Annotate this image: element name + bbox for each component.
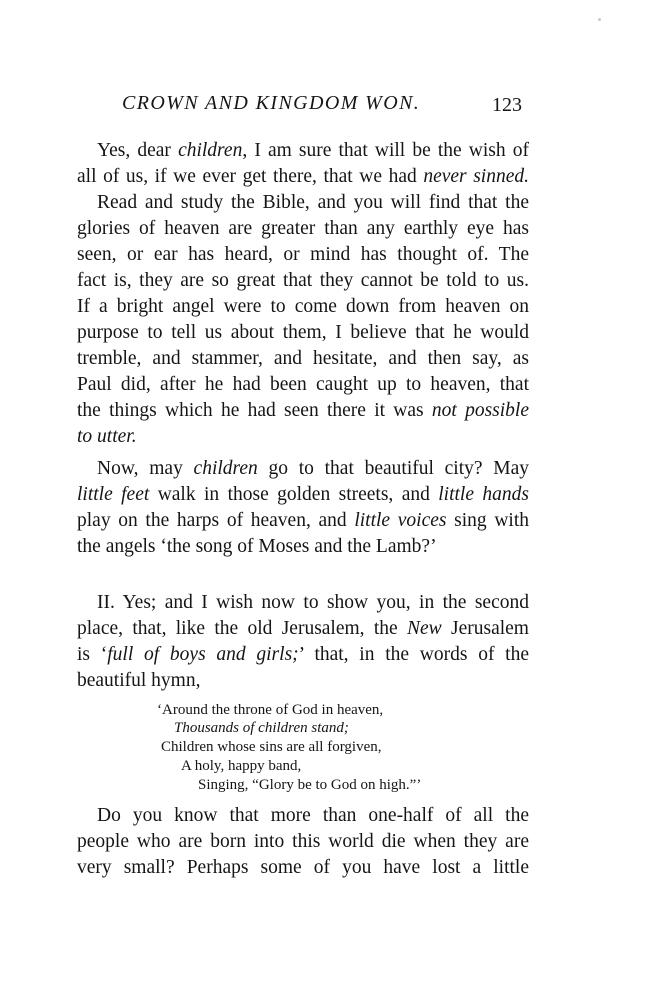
text-line: fact is, they are so great that they cannot be told to us. — [77, 270, 529, 291]
text-line: beautiful hymn, — [77, 670, 201, 691]
text-line: very small? Perhaps some of you have lost a little — [77, 857, 529, 878]
text-line: little feet walk in those golden streets, and little hands — [77, 484, 529, 505]
verse-line: A holy, happy band, — [181, 758, 302, 774]
text-line: all of us, if we ever get there, that we had never sinned. — [77, 166, 529, 187]
text-line: Yes, dear children, I am sure that will be the wish of — [97, 140, 529, 161]
text-line: is ‘full of boys and girls;’ that, in the words of the — [77, 644, 530, 665]
page-header — [122, 92, 522, 122]
text-line: people who are born into this world die when they are — [77, 831, 529, 852]
verse-line: ‘Around the throne of God in heaven, — [157, 702, 384, 718]
text-line: glories of heaven are greater than any earthly eye has — [77, 218, 529, 239]
text-line: place, that, like the old Jerusalem, the New Jerusalem — [77, 618, 529, 639]
page-number: 123 — [492, 94, 522, 116]
text-line: If a bright angel were to come down from heaven on — [77, 296, 529, 317]
text-line: seen, or ear has heard, or mind has thought of. The — [77, 244, 529, 265]
verse-line: Thousands of children stand; — [174, 720, 349, 736]
text-line: Paul did, after he had been caught up to heaven, that — [77, 374, 529, 395]
running-title: CROWN AND KINGDOM WON. — [122, 92, 421, 114]
verse-line: Children whose sins are all forgiven, — [161, 739, 382, 755]
text-line: tremble, and stammer, and hesitate, and then say, as — [77, 348, 529, 369]
text-line: purpose to tell us about them, I believe that he would — [77, 322, 529, 343]
text-line: the things which he had seen there it was not possible — [77, 400, 529, 421]
page-speck-mark — [598, 18, 601, 21]
text-line: Do you know that more than one-half of all the — [97, 805, 529, 826]
text-line: II. Yes; and I wish now to show you, in the second — [97, 592, 529, 613]
text-line: the angels ‘the song of Moses and the Lamb?’ — [77, 536, 437, 557]
verse-line: Singing, “Glory be to God on high.”’ — [198, 777, 422, 793]
text-line: Read and study the Bible, and you will find that the — [97, 192, 529, 213]
text-line: to utter. — [77, 426, 137, 447]
text-line: Now, may children go to that beautiful city? May — [97, 458, 529, 479]
text-line: play on the harps of heaven, and little voices sing with — [77, 510, 529, 531]
